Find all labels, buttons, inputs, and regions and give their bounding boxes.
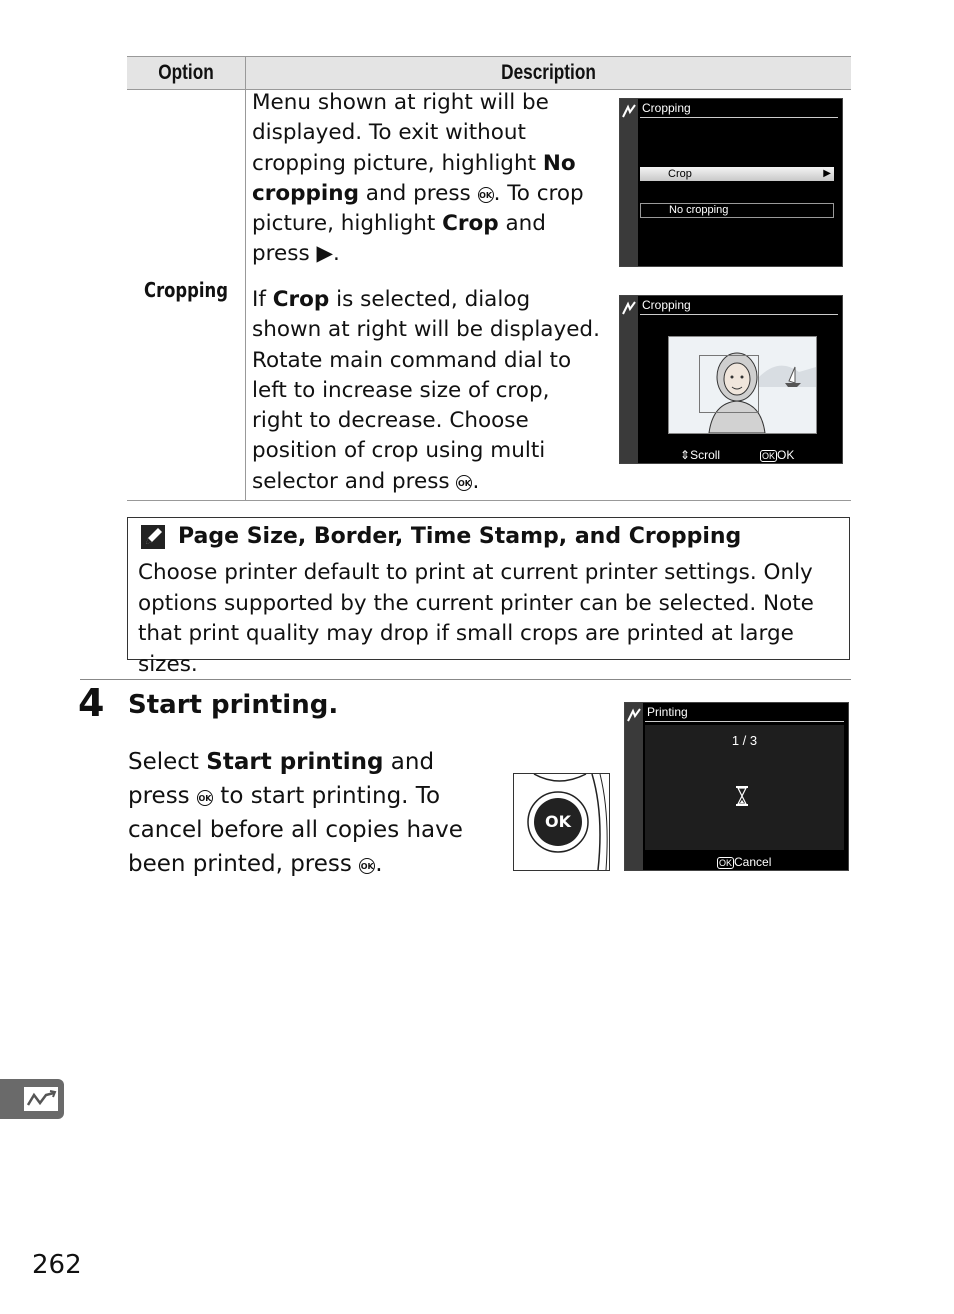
ok-button-label: OK xyxy=(545,812,571,831)
description-dialog xyxy=(252,285,602,497)
option-cropping: Cropping xyxy=(144,278,228,302)
ok-button-icon: OK xyxy=(197,790,213,806)
footer-ok-label: OK xyxy=(777,448,795,462)
table-column-rule xyxy=(245,57,246,500)
pencil-note-icon xyxy=(140,524,166,550)
menu-item-crop xyxy=(640,167,834,181)
step-text-part: to start printing. To cancel before all copies have been printed, press xyxy=(128,783,463,877)
screen-title: Printing xyxy=(647,705,688,719)
desc1-text: Menu shown at right will be displayed. To exit without cropping picture, highlight xyxy=(252,90,549,176)
camera-screen-crop-menu xyxy=(619,98,843,267)
table-bottom-rule xyxy=(127,500,851,501)
step-text xyxy=(128,745,498,881)
step-text-part: Select xyxy=(128,749,207,775)
desc1-text: and press xyxy=(252,211,546,267)
camera-screen-printing xyxy=(624,702,849,871)
desc2-text: . xyxy=(472,468,480,494)
ok-button-icon: OK xyxy=(719,858,733,868)
desc2-text: is selected, dialog shown at right will be displayed. Rotate main command dial to left to increase size of crop, right to decrease. Choose position of crop using multi selector and press xyxy=(252,287,600,494)
chapter-tab-icon xyxy=(24,1087,58,1111)
note-text: Choose printer default to print at current printer settings. Only options supported by the current printer can be selected. Note that print quality may drop if small crops are printed at large sizes. xyxy=(138,560,814,677)
desc2-text: If xyxy=(252,287,273,312)
footer-cancel-label: Cancel xyxy=(734,855,772,869)
ok-button-icon: OK xyxy=(456,475,472,491)
screen-title: Cropping xyxy=(642,298,691,312)
ok-button-illustration xyxy=(513,773,610,871)
crop-preview-photo xyxy=(668,336,817,434)
crop-frame xyxy=(699,355,759,413)
screen-sidebar xyxy=(620,296,638,463)
ok-button-icon: OK xyxy=(359,858,375,874)
screen-title-rule xyxy=(640,314,838,315)
note-title: Page Size, Border, Time Stamp, and Cropping xyxy=(178,524,742,549)
step-text-part: and press xyxy=(128,749,435,809)
screen-sidebar xyxy=(625,703,643,870)
step-text-part: . xyxy=(375,851,383,877)
screen-title: Cropping xyxy=(642,101,691,115)
screen-title-rule xyxy=(645,721,844,722)
pictbridge-icon xyxy=(621,103,637,119)
page-number: 262 xyxy=(32,1250,82,1280)
ok-button-icon: OK xyxy=(762,451,776,461)
ok-button-icon: OK xyxy=(478,187,494,203)
menu-item-crop-label: Crop xyxy=(668,168,692,180)
desc1-text: and press xyxy=(358,180,478,206)
footer-scroll-label: Scroll xyxy=(690,448,721,462)
footer-ok xyxy=(760,448,794,462)
header-option: Option xyxy=(158,61,214,84)
footer-scroll: ⇕Scroll xyxy=(680,448,721,462)
step-bold-start-printing: Start printing xyxy=(206,749,384,775)
camera-screen-crop-dialog xyxy=(619,295,843,464)
desc2-bold-crop: Crop xyxy=(272,287,330,312)
step-title: Start printing. xyxy=(128,690,339,720)
step-rule xyxy=(80,679,851,680)
pictbridge-icon xyxy=(626,707,642,723)
chapter-tab xyxy=(0,1079,64,1119)
print-counter: 1 / 3 xyxy=(731,733,758,748)
pictbridge-icon xyxy=(621,300,637,316)
step-number: 4 xyxy=(78,681,105,725)
description-menu xyxy=(252,88,602,270)
hourglass-icon xyxy=(735,785,749,811)
right-arrow-icon: ▶ xyxy=(316,241,334,267)
right-arrow-icon: ▶ xyxy=(823,168,831,179)
desc1-bold-no-cropping: No cropping xyxy=(252,150,576,206)
menu-item-no-cropping: No cropping xyxy=(640,203,834,218)
desc1-text: . To crop picture, highlight xyxy=(252,180,584,237)
desc1-text: . xyxy=(333,241,340,267)
desc1-bold-crop: Crop xyxy=(442,211,499,237)
footer-cancel xyxy=(717,855,771,869)
header-description: Description xyxy=(501,61,596,84)
screen-title-rule xyxy=(640,117,838,118)
screen-sidebar xyxy=(620,99,638,266)
